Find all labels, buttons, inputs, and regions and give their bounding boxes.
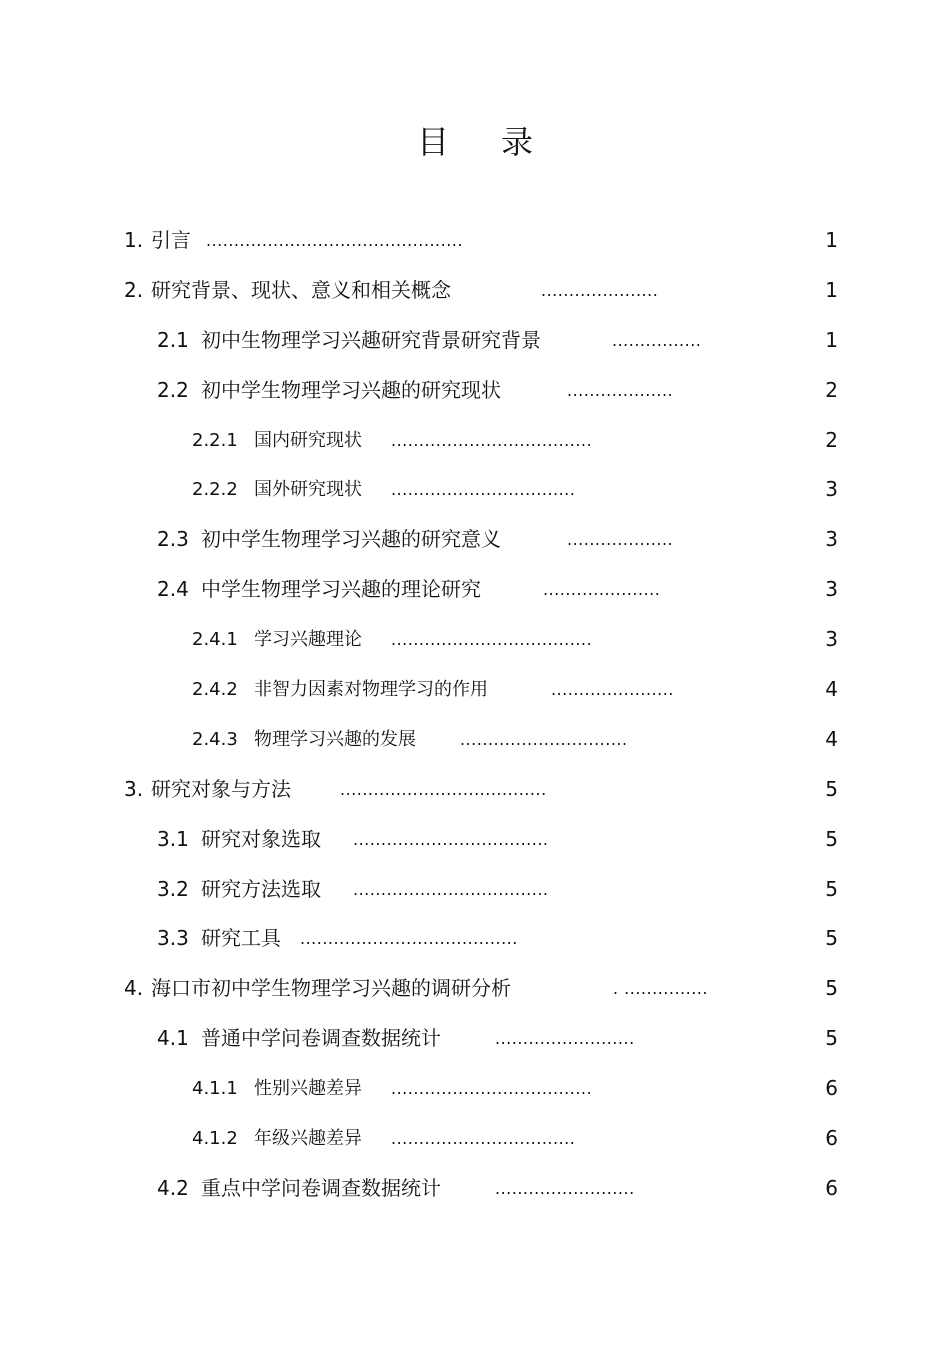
toc-entry-leader: .................................... bbox=[391, 430, 593, 450]
toc-entry-number: 2.2 bbox=[157, 377, 189, 402]
toc-entry-number: 3.1 bbox=[157, 826, 189, 851]
toc-entry-title: 研究背景、现状、意义和相关概念 bbox=[151, 277, 451, 302]
toc-entry-title: 非智力因素对物理学习的作用 bbox=[254, 679, 488, 701]
toc-entry[interactable] bbox=[0, 865, 950, 915]
toc-entry-number: 3.3 bbox=[157, 926, 189, 951]
toc-entry-page: 3 bbox=[825, 527, 838, 552]
toc-entry-number: 2.4.1 bbox=[192, 629, 238, 651]
toc-heading-char-1: 目 bbox=[416, 123, 449, 161]
toc-entry-number: 2.1 bbox=[157, 327, 189, 352]
toc-entry-page: 5 bbox=[825, 876, 838, 901]
toc-entry-number: 2.2.2 bbox=[192, 479, 238, 501]
toc-entry-page: 4 bbox=[825, 677, 838, 702]
toc-entry-title: 国外研究现状 bbox=[254, 479, 362, 501]
toc-entry-leader: ................... bbox=[567, 530, 674, 550]
toc-entry-leader: ...................... bbox=[551, 680, 674, 700]
toc-entry-leader: .............................................. bbox=[206, 231, 463, 250]
toc-entry[interactable] bbox=[0, 266, 950, 316]
toc-entry[interactable] bbox=[0, 615, 950, 665]
toc-entry[interactable] bbox=[0, 416, 950, 466]
toc-entry[interactable] bbox=[0, 316, 950, 366]
toc-entry-number: 4.1.1 bbox=[192, 1078, 238, 1100]
toc-heading-char-2: 录 bbox=[501, 123, 534, 161]
toc-entry[interactable] bbox=[0, 815, 950, 865]
toc-entry-leader: .................................... bbox=[391, 630, 593, 650]
toc-entry-page: 6 bbox=[825, 1076, 838, 1101]
toc-entry-leader: ................................... bbox=[353, 879, 549, 899]
toc-entry[interactable] bbox=[0, 1164, 950, 1214]
toc-entry-leader: ................ bbox=[612, 330, 702, 350]
toc-entry-leader: ..................................... bbox=[340, 779, 547, 799]
toc-entry-page: 1 bbox=[825, 228, 838, 252]
toc-entry-number: 4.2 bbox=[157, 1175, 189, 1200]
toc-entry[interactable] bbox=[0, 565, 950, 615]
toc-entry-title: 初中学生物理学习兴趣的研究现状 bbox=[201, 377, 501, 402]
toc-entry-leader: ..................... bbox=[541, 280, 659, 300]
toc-entry-leader: ................... bbox=[567, 380, 674, 400]
toc-entry-title: 国内研究现状 bbox=[254, 429, 362, 451]
toc-entry[interactable] bbox=[0, 366, 950, 416]
toc-entry-page: 5 bbox=[825, 976, 838, 1001]
toc-entry-leader: .................................... bbox=[391, 1079, 593, 1099]
toc-entry-page: 3 bbox=[825, 577, 838, 602]
toc-entry[interactable] bbox=[0, 1064, 950, 1114]
toc-entry-number: 2.2.1 bbox=[192, 429, 238, 451]
toc-entry[interactable] bbox=[0, 465, 950, 515]
toc-entry-page: 6 bbox=[825, 1126, 838, 1151]
toc-entry-title: 研究方法选取 bbox=[201, 876, 321, 901]
toc-entry-leader: .............................. bbox=[460, 729, 628, 749]
toc-entry[interactable] bbox=[0, 964, 950, 1014]
toc-entry[interactable] bbox=[0, 1014, 950, 1064]
toc-entry[interactable] bbox=[0, 665, 950, 715]
toc-entry-page: 6 bbox=[825, 1175, 838, 1200]
toc-heading bbox=[0, 118, 950, 166]
toc-entry-title: 海口市初中学生物理学习兴趣的调研分析 bbox=[151, 976, 511, 1001]
toc-entry-number: 2.3 bbox=[157, 527, 189, 552]
toc-entry-leader: ................................. bbox=[391, 480, 576, 500]
toc-entry-title: 物理学习兴趣的发展 bbox=[254, 728, 416, 750]
toc-entry-title: 学习兴趣理论 bbox=[254, 629, 362, 651]
toc-entry-leader: ......................... bbox=[495, 1178, 635, 1198]
toc-entry-leader: ....................................... bbox=[300, 929, 518, 949]
toc-entry-page: 1 bbox=[825, 277, 838, 302]
toc-entry-number: 3.2 bbox=[157, 876, 189, 901]
toc-entry-page: 1 bbox=[825, 327, 838, 352]
toc-entry-title: 研究对象与方法 bbox=[151, 776, 291, 801]
toc-entry-number: 4. bbox=[124, 976, 144, 1001]
toc-entry[interactable] bbox=[0, 765, 950, 815]
toc-entry-title: 重点中学问卷调查数据统计 bbox=[201, 1175, 441, 1200]
toc-entry[interactable] bbox=[0, 216, 950, 266]
toc-entry-number: 2. bbox=[124, 277, 144, 302]
toc-entry-number: 2.4.3 bbox=[192, 728, 238, 750]
toc-entry[interactable] bbox=[0, 914, 950, 964]
toc-entry-page: 5 bbox=[825, 826, 838, 851]
toc-entry-title: 初中生物理学习兴趣研究背景研究背景 bbox=[201, 327, 541, 352]
toc-entry-title: 初中学生物理学习兴趣的研究意义 bbox=[201, 527, 501, 552]
toc-entry-leader: ..................... bbox=[543, 580, 661, 600]
toc-entry-number: 4.1.2 bbox=[192, 1128, 238, 1150]
toc-list bbox=[0, 216, 950, 1214]
toc-entry-page: 5 bbox=[825, 926, 838, 951]
toc-entry-leader: . ............... bbox=[613, 979, 708, 999]
toc-entry-title: 中学生物理学习兴趣的理论研究 bbox=[201, 577, 481, 602]
toc-entry-leader: ......................... bbox=[495, 1029, 635, 1049]
toc-entry-title: 年级兴趣差异 bbox=[254, 1128, 362, 1150]
toc-entry[interactable] bbox=[0, 1114, 950, 1164]
toc-entry-page: 3 bbox=[825, 627, 838, 652]
toc-entry-page: 3 bbox=[825, 477, 838, 502]
toc-entry-number: 2.4 bbox=[157, 577, 189, 602]
toc-entry-page: 5 bbox=[825, 1026, 838, 1051]
toc-entry-page: 5 bbox=[825, 776, 838, 801]
toc-entry-number: 1. bbox=[124, 228, 144, 252]
toc-entry-title: 普通中学问卷调查数据统计 bbox=[201, 1026, 441, 1051]
toc-entry[interactable] bbox=[0, 515, 950, 565]
toc-entry-title: 研究对象选取 bbox=[201, 826, 321, 851]
toc-entry-leader: ................................... bbox=[353, 829, 549, 849]
toc-entry-page: 2 bbox=[825, 377, 838, 402]
toc-entry-number: 3. bbox=[124, 776, 144, 801]
toc-entry-leader: ................................. bbox=[391, 1129, 576, 1149]
toc-entry-page: 2 bbox=[825, 427, 838, 452]
toc-entry-page: 4 bbox=[825, 726, 838, 751]
toc-entry-title: 性别兴趣差异 bbox=[254, 1078, 362, 1100]
toc-entry[interactable] bbox=[0, 715, 950, 765]
toc-entry-title: 研究工具 bbox=[201, 926, 281, 951]
toc-entry-number: 4.1 bbox=[157, 1026, 189, 1051]
toc-entry-title: 引言 bbox=[151, 228, 191, 252]
toc-entry-number: 2.4.2 bbox=[192, 679, 238, 701]
